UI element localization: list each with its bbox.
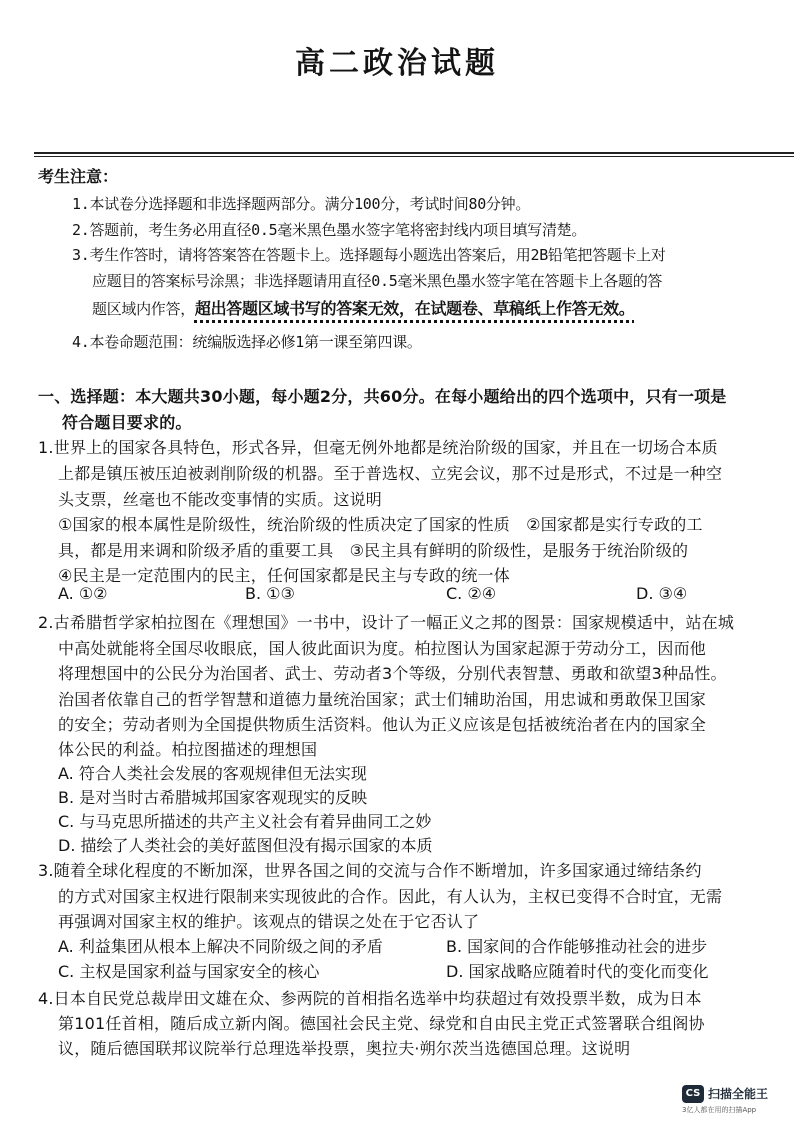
q2-stem-line-5: 的安全；劳动者则为全国提供物质生活资料。他认为正义应该是包括被统治者在内的国家全 (58, 715, 707, 734)
notice-item-3-text: 题区域内作答， (92, 300, 195, 318)
notice-heading: 考生注意： (38, 167, 119, 186)
q1-stem-line-2: 上都是镇压被压迫被剥削阶级的机器。至于普选权、立宪会议，那不过是形式，不过是一种空 (58, 464, 723, 483)
notice-item-3-line-3 (92, 296, 635, 319)
q3-option-d: D. 国家战略应随着时代的变化而变化 (446, 962, 709, 981)
header-rule-thin (34, 156, 794, 157)
scanner-watermark (682, 1083, 794, 1119)
q1-option-b: B. ①③ (245, 584, 295, 603)
q3-option-a: A. 利益集团从根本上解决不同阶级之间的矛盾 (58, 937, 383, 956)
notice-item-3-line-1: 3.考生作答时，请将答案答在答题卡上。选择题每小题选出答案后，用2B铅笔把答题卡上对 (72, 246, 666, 264)
q1-statement-line-3: ④民主是一定范围内的民主，任何国家都是民主与专政的统一体 (58, 566, 510, 585)
q1-option-c: C. ②④ (446, 584, 497, 603)
q3-option-b: B. 国家间的合作能够推动社会的进步 (446, 937, 708, 956)
scanner-tagline: 3亿人都在用的扫描App (682, 1106, 757, 1114)
q1-stem-line-1: 1.世界上的国家各具特色，形式各异，但毫无例外地都是统治阶级的国家，并且在一切场合本质 (38, 438, 718, 457)
q2-option-b: B. 是对当时古希腊城邦国家客观现实的反映 (58, 788, 368, 807)
section-instructions-line-2: 符合题目要求的。 (62, 413, 192, 432)
q1-statement-line-2: 具，都是用来调和阶级矛盾的重要工具 ③民主具有鲜明的阶级性，是服务于统治阶级的 (58, 541, 689, 560)
q2-option-d: D. 描绘了人类社会的美好蓝图但没有揭示国家的本质 (58, 836, 433, 855)
q2-stem-line-4: 治国者依靠自己的哲学智慧和道德力量统治国家；武士们辅助治国，用忠诚和勇敢保卫国家 (58, 690, 707, 709)
q4-stem-line-1: 4.日本自民党总裁岸田文雄在众、参两院的首相指名选举中均获超过有效投票半数，成为日本 (38, 989, 702, 1008)
page-title: 高二政治试题 (295, 46, 499, 81)
q1-stem-line-3: 头支票，丝毫也不能改变事情的实质。这说明 (58, 490, 383, 509)
notice-item-4: 4.本卷命题范围：统编版选择必修1第一课至第四课。 (72, 333, 422, 351)
q3-stem-line-3: 再强调对国家主权的维护。该观点的错误之处在于它否认了 (58, 912, 480, 931)
q3-stem-line-2: 的方式对国家主权进行限制来实现彼此的合作。因此，有人认为，主权已变得不合时宜，无需 (58, 887, 723, 906)
q2-stem-line-3: 将理想国中的公民分为治国者、武士、劳动者3个等级，分别代表智慧、勇敢和欲望3种品性。 (58, 664, 727, 683)
section-instructions-line-1: 一、选择题：本大题共30小题，每小题2分，共60分。在每小题给出的四个选项中，只有一项是 (38, 387, 727, 406)
notice-item-2: 2.答题前，考生务必用直径0.5毫米黑色墨水签字笔将密封线内项目填写清楚。 (72, 221, 587, 239)
q3-option-c: C. 主权是国家利益与国家安全的核心 (58, 962, 320, 981)
q1-statement-line-1: ①国家的根本属性是阶级性，统治阶级的性质决定了国家的性质 ②国家都是实行专政的工 (58, 515, 703, 534)
q2-option-a: A. 符合人类社会发展的客观规律但无法实现 (58, 764, 367, 783)
q2-stem-line-2: 中高处就能将全国尽收眼底，国人彼此面识为度。柏拉图认为国家起源于劳动分工，因而他 (58, 639, 707, 658)
q2-stem-line-1: 2.古希腊哲学家柏拉图在《理想国》一书中，设计了一幅正义之邦的图景：国家规模适中，站在城 (38, 613, 735, 632)
notice-item-1: 1.本试卷分选择题和非选择题两部分。满分100分，考试时间80分钟。 (72, 195, 531, 213)
q1-option-d: D. ③④ (636, 584, 688, 603)
q2-option-c: C. 与马克思所描述的共产主义社会有着异曲同工之妙 (58, 812, 432, 831)
emphasis-text: 超出答题区域书写的答案无效，在试题卷、草稿纸上作答无效。 (194, 299, 635, 318)
notice-item-3-line-2: 应题目的答案标号涂黑；非选择题请用直径0.5毫米黑色墨水签字笔在答题卡上各题的答 (92, 272, 663, 290)
q4-stem-line-2: 第101任首相，随后成立新内阁。德国社会民主党、绿党和自由民主党正式签署联合组阁协 (58, 1014, 705, 1033)
scanner-app-name: 扫描全能王 (708, 1087, 769, 1101)
header-rule (34, 152, 794, 154)
q4-stem-line-3: 议，随后德国联邦议院举行总理选举投票，奥拉夫·朔尔茨当选德国总理。这说明 (58, 1039, 631, 1058)
q1-option-a: A. ①② (58, 584, 108, 603)
q2-stem-line-6: 体公民的利益。柏拉图描述的理想国 (58, 740, 318, 759)
q3-stem-line-1: 3.随着全球化程度的不断加深，世界各国之间的交流与合作不断增加，许多国家通过缔结条约 (38, 861, 702, 880)
scanner-logo-icon: CS (682, 1085, 704, 1103)
